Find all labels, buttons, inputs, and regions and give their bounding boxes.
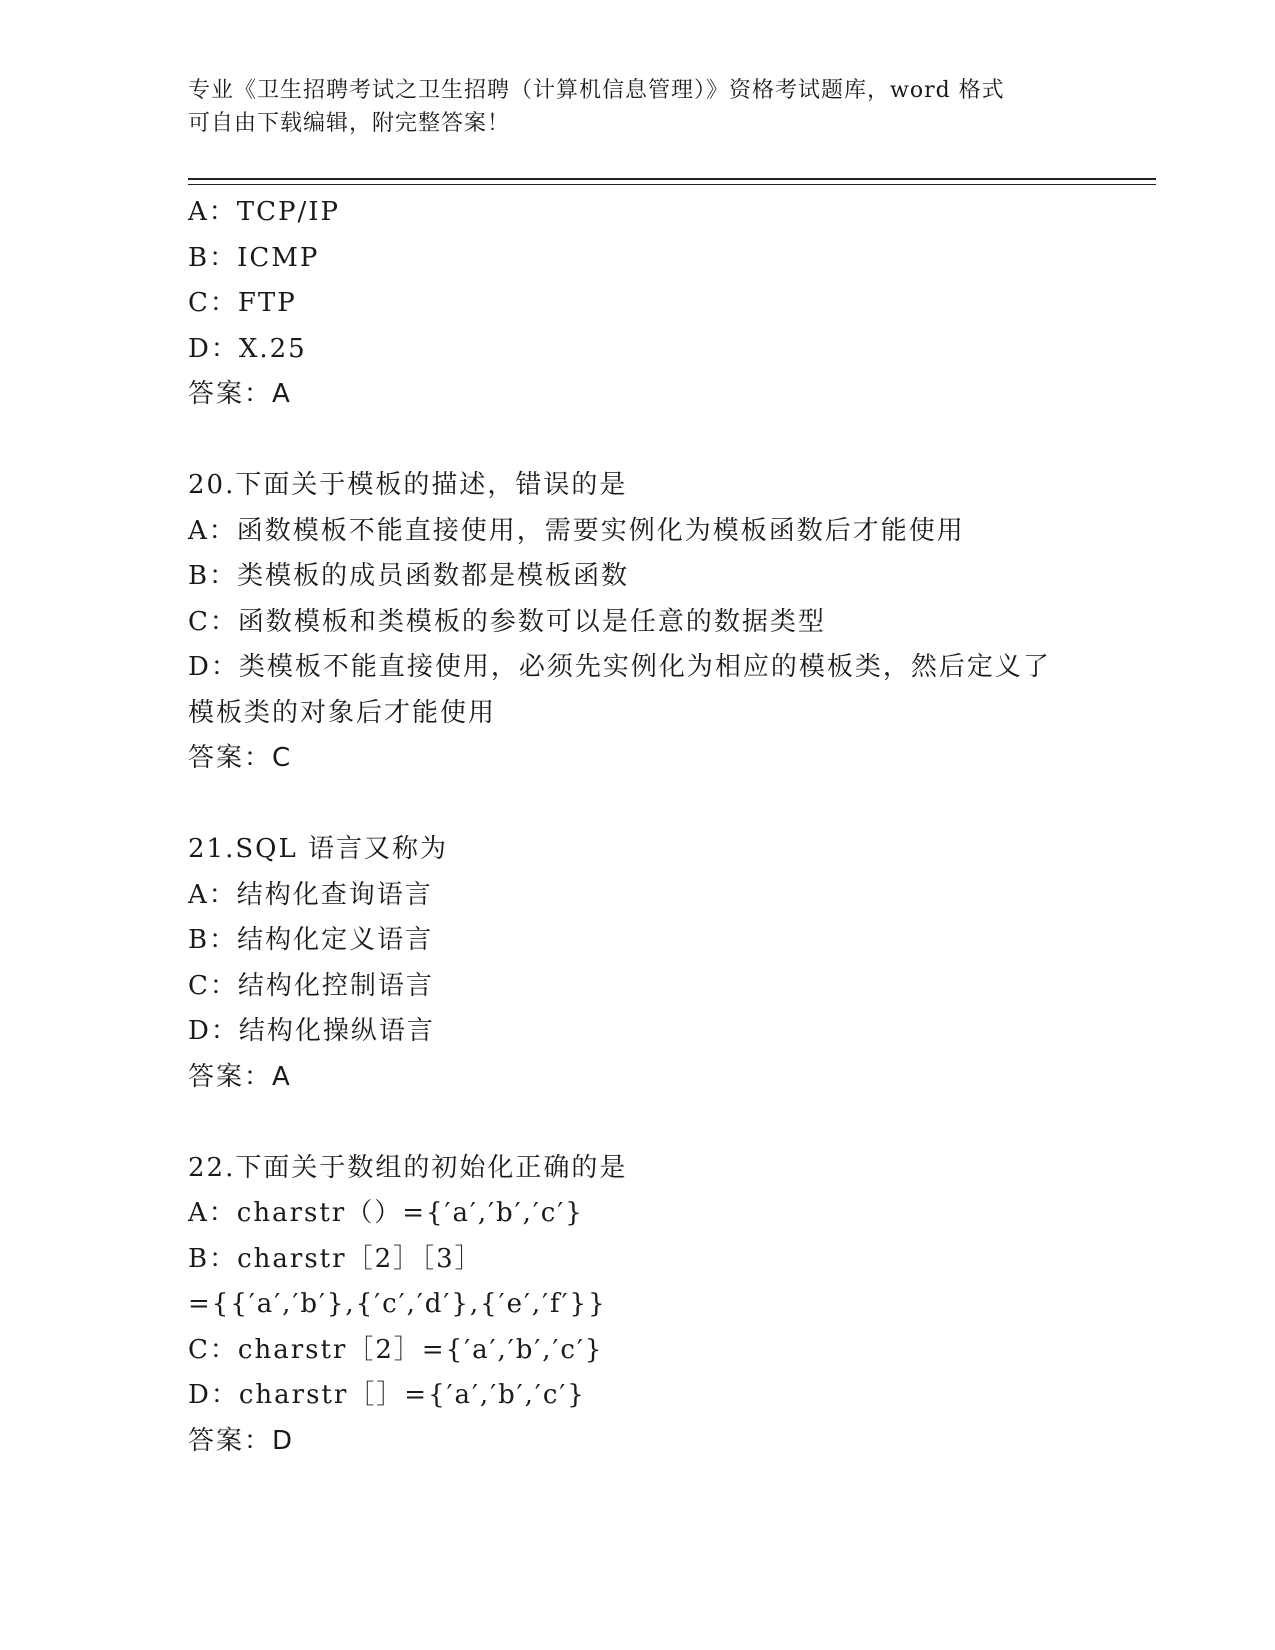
q22-option-c: C：charstr［2］={′a′,′b′,′c′} [188,1334,604,1365]
q22-stem: 22.下面关于数组的初始化正确的是 [188,1152,628,1183]
q22-option-b-line2: ={{′a′,′b′},{′c′,′d′},{′e′,′f′}} [188,1289,607,1319]
header-line-1: 专业《卫生招聘考试之卫生招聘（计算机信息管理）》资格考试题库，word 格式 [188,78,1005,103]
spacer [188,782,1148,828]
q20-option-b: B：类模板的成员函数都是模板函数 [188,561,630,591]
q20-option-d-line1: D：类模板不能直接使用，必须先实例化为相应的模板类，然后定义了 [188,652,1051,682]
question-22 [188,1146,1148,1465]
q22-option-b-line1: B：charstr［2］［3］ [188,1243,483,1274]
q19-answer: 答案：A [188,379,292,409]
q21-option-b: B：结构化定义语言 [188,925,434,955]
spacer [188,418,1148,464]
question-list [188,190,1148,1464]
q22-option-a: A：charstr（）={′a′,′b′,′c′} [188,1198,584,1228]
q21-stem: 21.SQL 语言又称为 [188,834,449,864]
q21-option-d: D：结构化操纵语言 [188,1016,435,1046]
question-20 [188,463,1148,782]
q21-option-a: A：结构化查询语言 [188,879,433,910]
q22-answer: 答案：D [188,1425,295,1456]
q20-answer: 答案：C [188,743,293,773]
q20-option-d-line2: 模板类的对象后才能使用 [188,697,497,728]
q20-option-c: C：函数模板和类模板的参数可以是任意的数据类型 [188,606,826,637]
header-divider-thick [188,178,1156,180]
document-header [188,74,1088,140]
question-21 [188,827,1148,1100]
header-line-2: 可自由下载编辑，附完整答案！ [188,111,511,136]
spacer [188,1100,1148,1146]
q19-option-c: C：FTP [188,288,297,318]
q21-answer: 答案：A [188,1061,292,1092]
q19-option-d: D：X.25 [188,333,307,364]
q20-option-a: A：函数模板不能直接使用，需要实例化为模板函数后才能使用 [188,515,965,546]
q21-option-c: C：结构化控制语言 [188,970,434,1001]
question-19 [188,190,1148,418]
q19-option-b: B：ICMP [188,242,320,273]
header-divider-thin [188,184,1156,185]
q19-option-a: A：TCP/IP [188,197,341,227]
q20-stem: 20.下面关于模板的描述，错误的是 [188,470,628,500]
q22-option-d: D：charstr［］={′a′,′b′,′c′} [188,1380,586,1410]
